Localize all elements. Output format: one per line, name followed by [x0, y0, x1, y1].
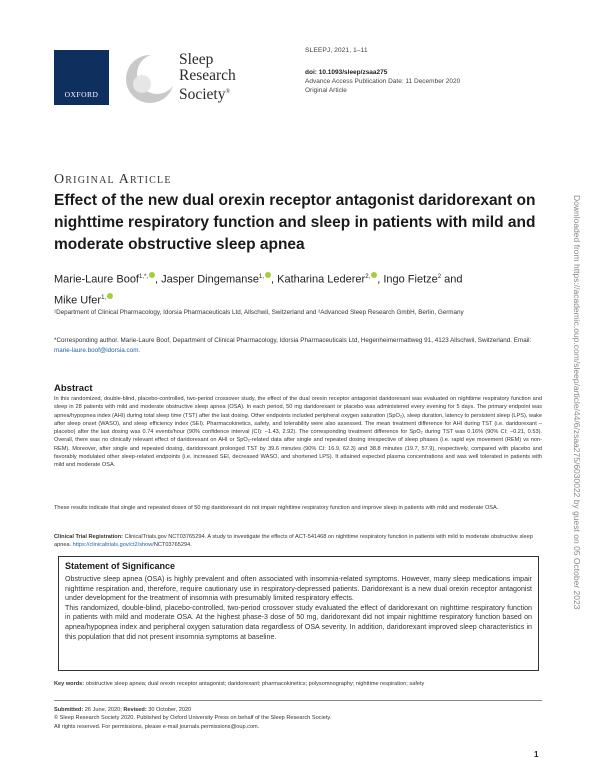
- trial-id: NCT03765294.: [153, 542, 192, 549]
- author-sup: 1,: [258, 274, 264, 280]
- srs-logo-line-3: Society: [179, 86, 226, 104]
- srs-logo-line-1: Sleep: [179, 51, 214, 68]
- keywords-text: obstructive sleep apnea; dual orexin receptor antagonist; daridorexant; pharmacokinetics; polysomnography; nighttime respiration; safety: [85, 681, 425, 687]
- affiliations: ¹Department of Clinical Pharmacology, Idorsia Pharmaceuticals Ltd, Allschwil, Switzerland and ²Advanced Sleep Research GmbH, Berlin, Germany: [54, 309, 464, 316]
- abstract-conclusion: These results indicate that single and repeated doses of 50 mg daridorexant do not impair nighttime respiratory function and improve sleep in patients with mild and moderate OSA.: [54, 505, 499, 511]
- author-name[interactable]: Ingo Fietze: [383, 273, 438, 286]
- article-title: Effect of the new dual orexin receptor antagonist daridorexant on nighttime respiratory function and sleep in patients with mild and moderate obstructive sleep apnea: [54, 192, 536, 253]
- author-name[interactable]: Katharina Lederer: [277, 273, 366, 286]
- doi[interactable]: doi: 10.1093/sleep/zsaa275: [305, 69, 388, 76]
- page-number: 1: [534, 750, 539, 759]
- authors-conjunction: and: [444, 273, 463, 286]
- orcid-icon[interactable]: [265, 272, 271, 278]
- significance-paragraph: Obstructive sleep apnea (OSA) is highly prevalent and often associated with insomnia-related symptoms. However, many sleep medications impair nighttime respiration and, therefore, require cautionary use in respiratory-depressed patients. Daridorexant is a new dual orexin receptor antagonist under development for the treatment of insomnia with presumably limited respiratory effects.: [65, 575, 532, 603]
- trial-link[interactable]: https://clinicaltrials.gov/ct2/show/: [72, 542, 154, 549]
- author-name[interactable]: Mike Ufer: [54, 294, 102, 307]
- abstract-paragraph: In this randomized, double-blind, placebo-controlled, two-period crossover study, the effect of the dual orexin receptor antagonist daridorexant was evaluated on nighttime respiratory function and sleep in 28 patients with mild and moderate obstructive sleep apnea (OSA). In each period, 50 mg daridorexant or placebo was administered every evening for 5 days. The primary endpoint was apnea/hypopnea index (AHI) during total sleep time (TST) after the last dosing. Other endpoints included peripheral oxygen saturation (SpO₂), sleep duration, latency to persistent sleep (LPS), wake after sleep onset (WASO), and sleep efficiency index (SEI). Pharmacokinetics, safety, and tolerability were also assessed. The mean treatment difference for AHI during TST (i.e. daridorexant – placebo) after the last dosing was 0.74 events/hour (90% confidence interval (CI): −1.43, 2.92). The corresponding treatment difference for SpO₂ during TST was 0.16% (90% CI: −0.21, 0.53). Overall, there was no clinically relevant effect of daridorexant on AHI or SpO₂-related data after single and repeated dosing irrespective of sleep phases (i.e. rapid eye movement (REM) vs non-REM). Moreover, after single and repeated dosing, daridorexant prolonged TST by 39.6 minutes (90% CI: 16.9, 62.3) and 38.8 minutes (19.7, 57.9), respectively, compared with placebo and favorably modulated other sleep-related endpoints (i.e. increased SEI, decreased WASO, and shortened LPS). It attained expected plasma concentrations and was well tolerated in patients with mild and moderate OSA.: [54, 396, 542, 469]
- registered-mark: ®: [225, 89, 231, 95]
- revised-date: 30 October, 2020: [148, 707, 192, 713]
- significance-paragraph: This randomized, double-blind, placebo-controlled, two-period crossover study evaluated the effect of daridorexant on nighttime respiratory function in patients with mild and moderate OSA. At the highest phase-3 dose of 50 mg, daridorexant did not impair nighttime respiratory function based on apnea/hypopnea index and peripheral oxygen saturation data regardless of OSA severity. In addition, daridorexant improved sleep characteristics in this population that did not present insomnia symptoms at baseline.: [65, 603, 532, 641]
- author-sup: 1,: [101, 294, 107, 301]
- corresponding-email-link[interactable]: marie-laure.boof@idorsia.com.: [54, 347, 141, 354]
- srs-logo-line-2: Research: [179, 67, 236, 84]
- author-name[interactable]: Marie-Laure Boof: [54, 273, 139, 286]
- rights-notice: All rights reserved. For permissions, please e-mail journals.permissions@oup.com.: [54, 723, 260, 730]
- article-type: Original Article: [305, 87, 347, 94]
- orcid-icon[interactable]: [149, 272, 155, 278]
- abstract-heading: Abstract: [54, 383, 93, 394]
- clinical-trial-registration: [54, 533, 542, 550]
- section-label: Original Article: [54, 172, 172, 187]
- revised-label: Revised:: [123, 707, 147, 713]
- srs-moon-icon: [124, 50, 176, 108]
- copyright: © Sleep Research Society 2020. Published by Oxford University Press on behalf of the Sleep Research Society.: [54, 715, 332, 722]
- oxford-logo: [54, 50, 109, 105]
- author-name[interactable]: Jasper Dingemanse: [161, 273, 259, 286]
- footer-divider: [54, 700, 542, 701]
- article-footer: [54, 706, 534, 731]
- trial-label: Clinical Trial Registration:: [54, 534, 124, 540]
- journal-citation: SLEEPJ, 2021, 1–11: [305, 47, 368, 54]
- author-sup: 2,: [365, 274, 371, 280]
- corresponding-author-text: *Corresponding author. Marie-Laure Boof, Department of Clinical Pharmacology, Idorsia Pharmaceuticals Ltd, Hegenheimermattweg 91, 4123 Allschwil, Switzerland. Email:: [54, 337, 532, 344]
- significance-heading: Statement of Significance: [65, 561, 176, 571]
- publication-date: Advance Access Publication Date: 11 December 2020: [305, 78, 461, 85]
- submitted-label: Submitted:: [54, 707, 84, 713]
- sleep-research-society-logo: [124, 50, 254, 108]
- orcid-icon[interactable]: [371, 272, 377, 278]
- oxford-logo-text: OXFORD: [64, 90, 99, 99]
- keywords: [54, 680, 544, 688]
- trial-text: ClinicalTrials.gov NCT03765294. A study to investigate the effects of ACT-541468 on nighttime respiratory function in patients with mild to moderate obstructive sleep apnea.: [54, 534, 533, 549]
- submitted-date: 26 June, 2020;: [84, 707, 122, 713]
- download-watermark: Downloaded from https://academic.oup.com/sleep/article/44/6/zsaa275/6030022 by guest on 05 October 2023: [572, 195, 582, 610]
- author-sup: 1,*,: [139, 274, 149, 280]
- author-list: Marie-Laure Boof$^{1,*,}$ , Jasper Dingemanse$^{1,}$ , Katharina Lederer$^{2,}$ , Ingo Fietze$^2$ and Mike Ufer$^{1,}$: [54, 273, 463, 307]
- author-sup: 2: [437, 274, 442, 280]
- orcid-icon[interactable]: [107, 293, 113, 299]
- statement-of-significance-box: [58, 556, 539, 671]
- article-meta: [305, 46, 555, 95]
- keywords-label: Key words:: [54, 681, 85, 687]
- corresponding-author: [54, 336, 544, 356]
